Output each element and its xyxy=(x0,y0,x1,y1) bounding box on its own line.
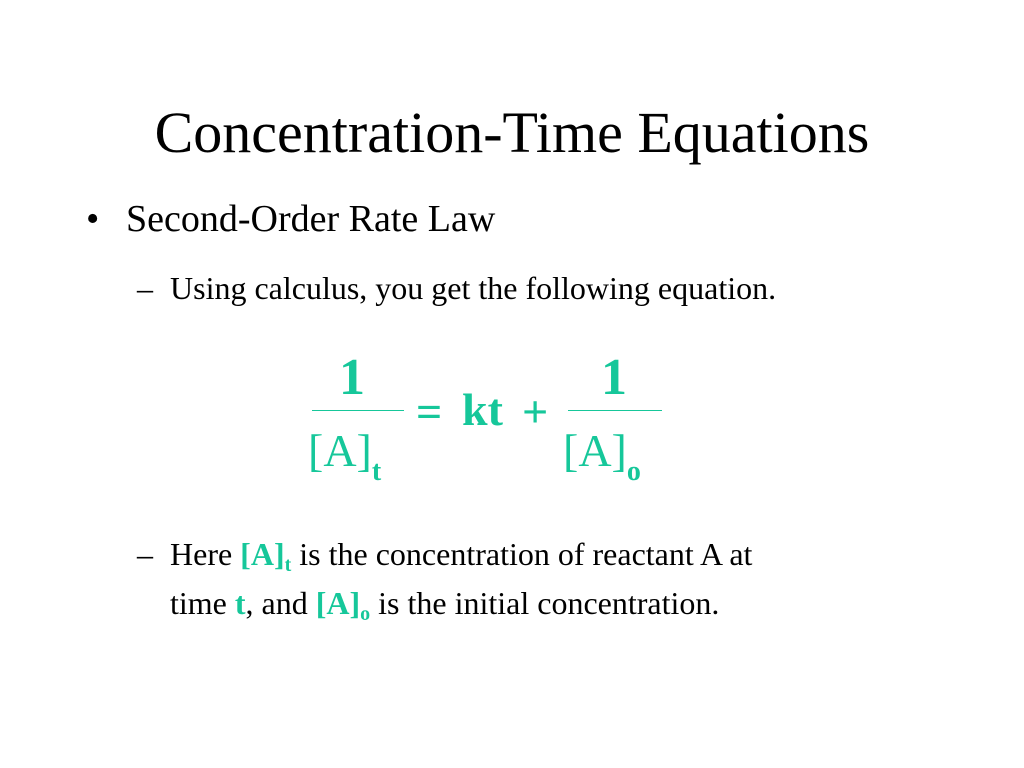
left-denominator-subscript: t xyxy=(371,456,382,487)
highlight-t: t xyxy=(234,585,246,621)
definition-line-1 xyxy=(137,530,752,579)
left-denominator xyxy=(308,425,382,487)
right-numerator: 1 xyxy=(601,349,627,406)
sub-item-calculus xyxy=(137,264,776,313)
sub-item-definition xyxy=(137,530,752,628)
highlight-a-o-subscript: o xyxy=(360,603,371,625)
left-denominator-symbol: [A] xyxy=(308,425,372,476)
definition-line-2 xyxy=(137,579,752,628)
plus-sign: + xyxy=(522,386,549,437)
text-fragment: time xyxy=(170,585,235,621)
equals-sign: = xyxy=(416,386,443,437)
text-fragment: Here xyxy=(170,536,241,572)
left-numerator: 1 xyxy=(339,349,365,406)
dash-marker: – xyxy=(137,536,153,572)
text-fragment: is the initial concentration. xyxy=(370,585,720,621)
right-denominator-symbol: [A] xyxy=(563,425,627,476)
left-fraction-bar xyxy=(312,410,404,411)
right-fraction-bar xyxy=(568,410,662,411)
highlight-a-o-symbol: [A] xyxy=(315,585,361,621)
bullet-marker: • xyxy=(86,198,100,240)
slide-title: Concentration-Time Equations xyxy=(154,100,870,165)
right-denominator xyxy=(563,425,641,487)
bullet-item xyxy=(86,196,495,242)
bullet-text: Second-Order Rate Law xyxy=(126,198,496,240)
highlight-a-t-symbol: [A] xyxy=(240,536,285,572)
text-fragment: is the concentration of reactant A at xyxy=(291,536,753,572)
kt-term: kt xyxy=(462,384,503,435)
dash-marker: – xyxy=(137,270,153,306)
sub-item-text: Using calculus, you get the following equation. xyxy=(170,270,777,306)
highlight-a-t xyxy=(240,536,292,576)
text-fragment: , and xyxy=(245,585,316,621)
right-denominator-subscript: o xyxy=(626,456,641,487)
highlight-a-t-subscript: t xyxy=(284,554,292,576)
highlight-a-o xyxy=(315,585,371,625)
